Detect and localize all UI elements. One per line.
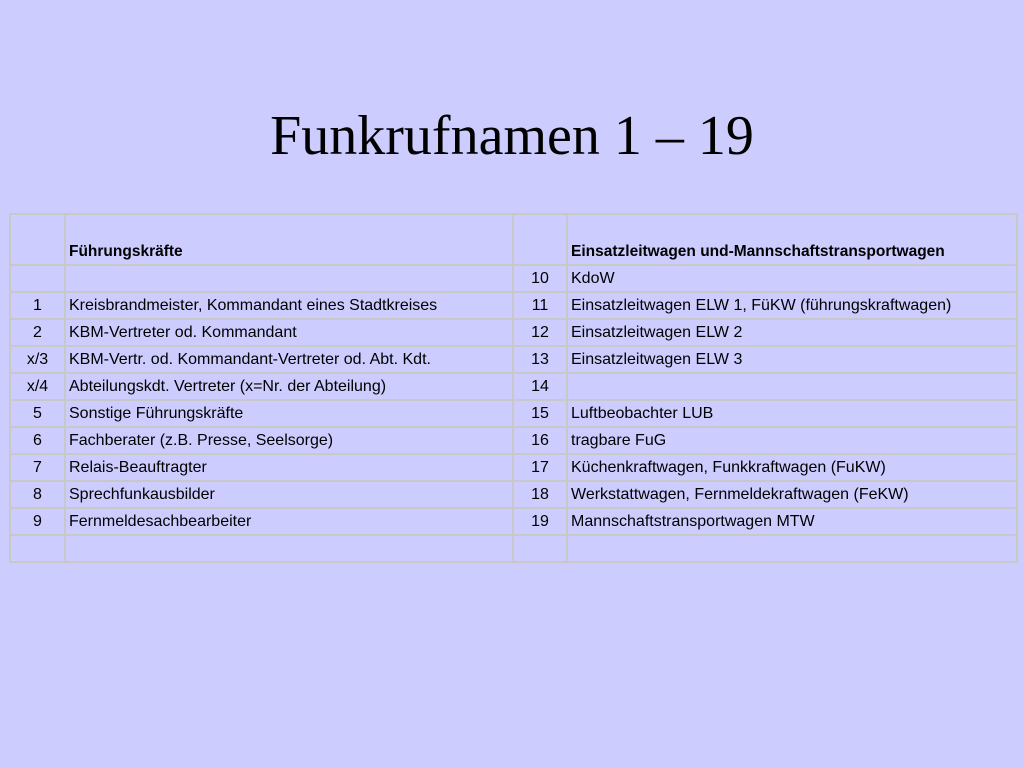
- row-description-left: Sprechfunkausbilder: [65, 481, 513, 508]
- table-row: [10, 508, 1017, 535]
- row-description-left: [65, 265, 513, 292]
- row-number-right: [513, 535, 567, 562]
- row-number-right: 14: [513, 373, 567, 400]
- row-number-right: 13: [513, 346, 567, 373]
- row-description-right: Einsatzleitwagen ELW 2: [567, 319, 1017, 346]
- row-description-left: Relais-Beauftragter: [65, 454, 513, 481]
- row-description-right: Luftbeobachter LUB: [567, 400, 1017, 427]
- header-fuehrungskraefte: Führungskräfte: [65, 214, 513, 265]
- row-description-left: Fachberater (z.B. Presse, Seelsorge): [65, 427, 513, 454]
- row-description-left: KBM-Vertreter od. Kommandant: [65, 319, 513, 346]
- header-einsatzleitwagen: Einsatzleitwagen und-Mannschaftstransportwagen: [567, 214, 1017, 265]
- table-row: [10, 481, 1017, 508]
- header-number-right: [513, 214, 567, 265]
- table-row: [10, 346, 1017, 373]
- row-number-right: 11: [513, 292, 567, 319]
- row-number-left: [10, 265, 65, 292]
- row-number-left: 6: [10, 427, 65, 454]
- row-description-right: KdoW: [567, 265, 1017, 292]
- table-row: [10, 535, 1017, 562]
- row-description-left: Sonstige Führungskräfte: [65, 400, 513, 427]
- table-row: [10, 265, 1017, 292]
- slide-title: Funkrufnamen 1 – 19: [270, 105, 754, 167]
- row-number-left: 7: [10, 454, 65, 481]
- row-description-right: [567, 535, 1017, 562]
- table-row: [10, 454, 1017, 481]
- table-row: [10, 427, 1017, 454]
- header-number-left: [10, 214, 65, 265]
- row-description-left: Fernmeldesachbearbeiter: [65, 508, 513, 535]
- row-number-right: 10: [513, 265, 567, 292]
- row-number-left: [10, 535, 65, 562]
- row-number-left: 9: [10, 508, 65, 535]
- row-description-right: [567, 373, 1017, 400]
- table-row: [10, 319, 1017, 346]
- row-description-right: tragbare FuG: [567, 427, 1017, 454]
- row-number-left: x/4: [10, 373, 65, 400]
- row-number-right: 18: [513, 481, 567, 508]
- row-description-right: Mannschaftstransportwagen MTW: [567, 508, 1017, 535]
- row-number-left: 8: [10, 481, 65, 508]
- row-description-right: Einsatzleitwagen ELW 3: [567, 346, 1017, 373]
- row-description-right: Werkstattwagen, Fernmeldekraftwagen (FeKW): [567, 481, 1017, 508]
- row-description-left: KBM-Vertr. od. Kommandant-Vertreter od. Abt. Kdt.: [65, 346, 513, 373]
- row-number-right: 16: [513, 427, 567, 454]
- table-row: [10, 373, 1017, 400]
- row-number-left: 2: [10, 319, 65, 346]
- row-number-left: 1: [10, 292, 65, 319]
- row-description-left: Abteilungskdt. Vertreter (x=Nr. der Abteilung): [65, 373, 513, 400]
- row-number-right: 12: [513, 319, 567, 346]
- table-row: [10, 400, 1017, 427]
- row-number-right: 17: [513, 454, 567, 481]
- row-description-right: Küchenkraftwagen, Funkkraftwagen (FuKW): [567, 454, 1017, 481]
- table-row: [10, 292, 1017, 319]
- row-number-left: x/3: [10, 346, 65, 373]
- row-number-right: 15: [513, 400, 567, 427]
- table-header-row: [10, 214, 1017, 265]
- row-description-left: [65, 535, 513, 562]
- row-description-right: Einsatzleitwagen ELW 1, FüKW (führungskraftwagen): [567, 292, 1017, 319]
- row-description-left: Kreisbrandmeister, Kommandant eines Stadtkreises: [65, 292, 513, 319]
- call-sign-table: [9, 213, 1018, 563]
- row-number-left: 5: [10, 400, 65, 427]
- row-number-right: 19: [513, 508, 567, 535]
